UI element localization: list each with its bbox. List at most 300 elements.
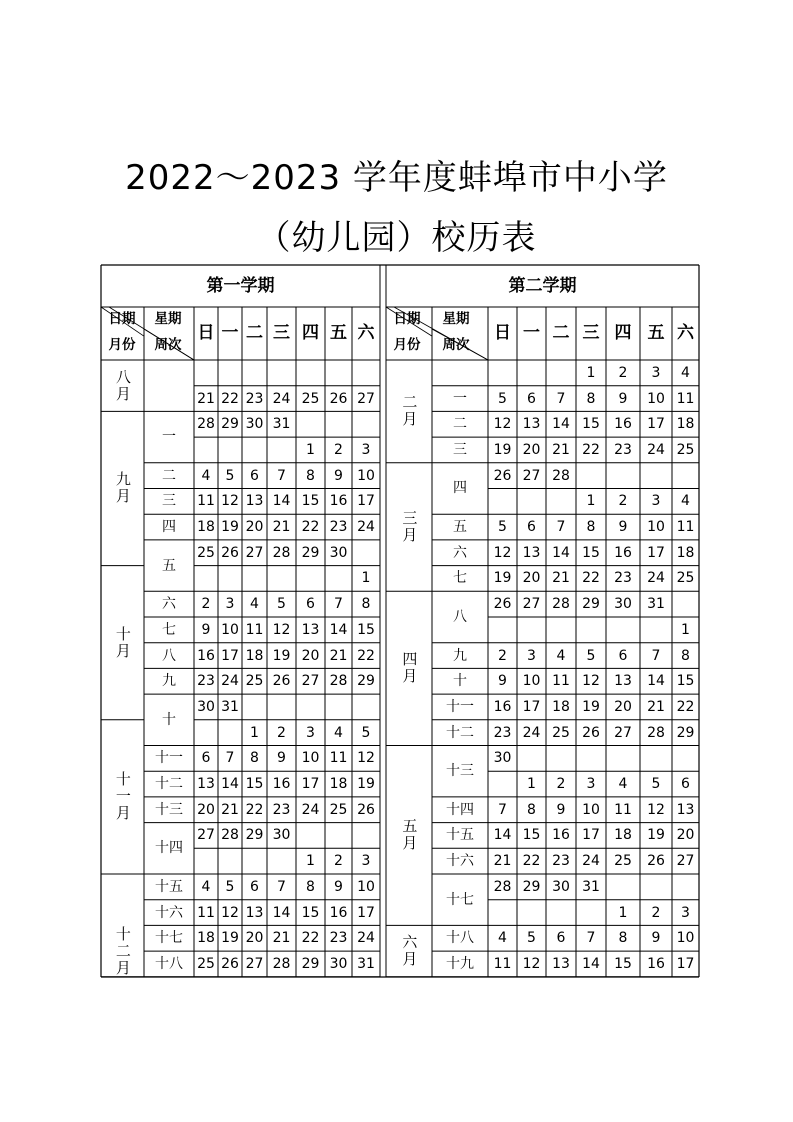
day-number: 14 bbox=[552, 416, 570, 433]
day-number: 13 bbox=[614, 673, 632, 690]
header-label-month: 月份 bbox=[108, 337, 136, 354]
day-number: 25 bbox=[245, 673, 264, 690]
month-label: 六月 bbox=[400, 934, 419, 969]
day-number: 8 bbox=[361, 596, 371, 613]
week-label: 一 bbox=[453, 390, 467, 407]
day-number: 26 bbox=[582, 724, 600, 741]
week-label: 二 bbox=[453, 416, 467, 433]
day-number: 27 bbox=[357, 390, 375, 407]
day-number: 1 bbox=[250, 724, 259, 741]
day-number: 18 bbox=[197, 930, 215, 947]
day-number: 27 bbox=[522, 467, 541, 484]
day-number: 27 bbox=[245, 544, 264, 561]
header-label-week: 周次 bbox=[442, 337, 470, 354]
day-number: 13 bbox=[522, 416, 541, 433]
day-number: 13 bbox=[522, 544, 541, 561]
day-number: 9 bbox=[556, 801, 566, 818]
day-number: 27 bbox=[301, 673, 320, 690]
day-number: 28 bbox=[329, 673, 348, 690]
day-number: 3 bbox=[225, 596, 235, 613]
day-number: 9 bbox=[201, 621, 211, 638]
day-number: 12 bbox=[357, 750, 375, 767]
day-number: 1 bbox=[586, 364, 596, 381]
week-label: 十四 bbox=[446, 801, 474, 818]
day-number: 12 bbox=[272, 621, 291, 638]
day-number: 2 bbox=[277, 724, 286, 741]
weekday-header: 一 bbox=[221, 323, 239, 343]
day-number: 22 bbox=[522, 853, 541, 870]
day-number: 9 bbox=[498, 673, 507, 690]
week-label: 七 bbox=[453, 570, 467, 587]
day-number: 22 bbox=[676, 698, 695, 715]
day-number: 19 bbox=[272, 647, 291, 664]
weekday-header: 四 bbox=[614, 323, 632, 343]
day-number: 23 bbox=[329, 519, 348, 536]
day-number: 9 bbox=[618, 519, 628, 536]
weekday-header: 三 bbox=[273, 323, 290, 343]
day-number: 25 bbox=[301, 390, 320, 407]
day-number: 1 bbox=[361, 570, 371, 587]
month-label: 五月 bbox=[400, 818, 419, 853]
day-number: 30 bbox=[272, 827, 291, 844]
day-number: 4 bbox=[681, 364, 690, 381]
week-label: 十六 bbox=[155, 904, 183, 921]
day-number: 14 bbox=[552, 544, 570, 561]
week-label: 十二 bbox=[446, 724, 474, 741]
day-number: 23 bbox=[493, 724, 512, 741]
day-number: 6 bbox=[556, 930, 566, 947]
day-number: 31 bbox=[272, 416, 291, 433]
day-number: 13 bbox=[245, 493, 264, 510]
day-number: 7 bbox=[586, 930, 596, 947]
week-label: 一 bbox=[162, 429, 176, 446]
day-number: 10 bbox=[647, 519, 665, 536]
day-number: 19 bbox=[221, 930, 239, 947]
day-number: 24 bbox=[582, 853, 600, 870]
weekday-header: 二 bbox=[552, 323, 570, 343]
day-number: 26 bbox=[647, 853, 665, 870]
week-label: 八 bbox=[162, 647, 176, 664]
day-number: 3 bbox=[681, 904, 690, 921]
day-number: 21 bbox=[221, 801, 239, 818]
day-number: 9 bbox=[277, 750, 286, 767]
header-label-weekday: 星期 bbox=[442, 311, 470, 328]
day-number: 29 bbox=[245, 827, 264, 844]
day-number: 24 bbox=[522, 724, 541, 741]
day-number: 4 bbox=[498, 930, 507, 947]
day-number: 27 bbox=[614, 724, 632, 741]
day-number: 3 bbox=[651, 364, 661, 381]
day-number: 14 bbox=[329, 621, 348, 638]
day-number: 24 bbox=[647, 570, 665, 587]
day-number: 25 bbox=[676, 441, 695, 458]
day-number: 8 bbox=[618, 930, 628, 947]
day-number: 11 bbox=[245, 621, 264, 638]
weekday-header: 五 bbox=[330, 323, 347, 343]
day-number: 8 bbox=[681, 647, 690, 664]
day-number: 22 bbox=[301, 930, 320, 947]
week-label: 十一 bbox=[155, 750, 183, 767]
day-number: 22 bbox=[221, 390, 239, 407]
day-number: 2 bbox=[651, 904, 661, 921]
day-number: 15 bbox=[301, 493, 320, 510]
day-number: 2 bbox=[334, 441, 343, 458]
month-label: 四月 bbox=[400, 651, 419, 686]
week-label: 十五 bbox=[155, 878, 183, 895]
day-number: 22 bbox=[301, 519, 320, 536]
day-number: 5 bbox=[361, 724, 371, 741]
day-number: 23 bbox=[614, 570, 632, 587]
day-number: 27 bbox=[676, 853, 695, 870]
day-number: 7 bbox=[277, 878, 286, 895]
day-number: 3 bbox=[651, 493, 661, 510]
semester-title: 第一学期 bbox=[206, 275, 275, 296]
day-number: 12 bbox=[582, 673, 600, 690]
day-number: 22 bbox=[357, 647, 375, 664]
day-number: 11 bbox=[614, 801, 632, 818]
day-number: 29 bbox=[676, 724, 695, 741]
day-number: 18 bbox=[676, 416, 695, 433]
day-number: 24 bbox=[301, 801, 320, 818]
header-label-month: 月份 bbox=[393, 337, 421, 354]
day-number: 19 bbox=[493, 570, 512, 587]
day-number: 7 bbox=[225, 750, 235, 767]
day-number: 28 bbox=[272, 544, 291, 561]
day-number: 6 bbox=[201, 750, 211, 767]
day-number: 16 bbox=[614, 416, 632, 433]
day-number: 29 bbox=[301, 544, 320, 561]
week-label: 四 bbox=[162, 519, 176, 536]
day-number: 24 bbox=[357, 930, 375, 947]
day-number: 13 bbox=[197, 776, 215, 793]
weekday-header: 三 bbox=[582, 323, 600, 343]
day-number: 4 bbox=[681, 493, 690, 510]
week-label: 十 bbox=[453, 673, 467, 690]
day-number: 17 bbox=[676, 955, 695, 972]
day-number: 9 bbox=[334, 467, 343, 484]
day-number: 4 bbox=[618, 776, 628, 793]
day-number: 19 bbox=[221, 519, 239, 536]
day-number: 7 bbox=[556, 390, 566, 407]
day-number: 17 bbox=[357, 904, 375, 921]
day-number: 13 bbox=[245, 904, 264, 921]
day-number: 23 bbox=[552, 853, 570, 870]
day-number: 14 bbox=[272, 493, 291, 510]
day-number: 8 bbox=[250, 750, 259, 767]
day-number: 14 bbox=[647, 673, 665, 690]
month-label: 八月 bbox=[113, 368, 132, 403]
week-label: 十三 bbox=[155, 801, 183, 818]
day-number: 12 bbox=[647, 801, 665, 818]
month-label: 九月 bbox=[113, 471, 132, 506]
header-label-date: 日期 bbox=[393, 311, 421, 328]
day-number: 10 bbox=[676, 930, 695, 947]
day-number: 13 bbox=[676, 801, 695, 818]
day-number: 4 bbox=[250, 596, 259, 613]
day-number: 2 bbox=[498, 647, 507, 664]
day-number: 31 bbox=[647, 596, 665, 613]
day-number: 16 bbox=[493, 698, 512, 715]
day-number: 3 bbox=[586, 776, 596, 793]
day-number: 12 bbox=[522, 955, 541, 972]
day-number: 9 bbox=[618, 390, 628, 407]
day-number: 16 bbox=[272, 776, 291, 793]
day-number: 1 bbox=[306, 853, 315, 870]
day-number: 27 bbox=[197, 827, 215, 844]
day-number: 10 bbox=[647, 390, 665, 407]
day-number: 26 bbox=[221, 544, 239, 561]
day-number: 30 bbox=[329, 544, 348, 561]
day-number: 21 bbox=[552, 570, 570, 587]
month-label: 十月 bbox=[113, 625, 132, 660]
day-number: 17 bbox=[647, 544, 665, 561]
day-number: 3 bbox=[306, 724, 315, 741]
day-number: 31 bbox=[357, 955, 375, 972]
day-number: 10 bbox=[357, 878, 375, 895]
day-number: 5 bbox=[527, 930, 536, 947]
day-number: 14 bbox=[272, 904, 291, 921]
day-number: 18 bbox=[676, 544, 695, 561]
day-number: 24 bbox=[647, 441, 665, 458]
day-number: 4 bbox=[334, 724, 343, 741]
week-label: 十七 bbox=[446, 891, 474, 908]
day-number: 6 bbox=[681, 776, 690, 793]
day-number: 13 bbox=[301, 621, 320, 638]
day-number: 5 bbox=[651, 776, 661, 793]
day-number: 7 bbox=[277, 467, 286, 484]
week-label: 五 bbox=[162, 557, 176, 574]
day-number: 2 bbox=[334, 853, 343, 870]
day-number: 16 bbox=[197, 647, 215, 664]
day-number: 7 bbox=[334, 596, 343, 613]
day-number: 15 bbox=[614, 955, 632, 972]
day-number: 31 bbox=[221, 698, 239, 715]
day-number: 30 bbox=[197, 698, 215, 715]
day-number: 19 bbox=[647, 827, 665, 844]
day-number: 13 bbox=[552, 955, 570, 972]
month-label: 二月 bbox=[400, 394, 419, 429]
day-number: 19 bbox=[582, 698, 600, 715]
day-number: 9 bbox=[334, 878, 343, 895]
weekday-header: 五 bbox=[647, 323, 665, 343]
weekday-header: 一 bbox=[523, 323, 540, 343]
day-number: 15 bbox=[245, 776, 264, 793]
day-number: 24 bbox=[357, 519, 375, 536]
day-number: 6 bbox=[250, 467, 259, 484]
day-number: 29 bbox=[582, 596, 600, 613]
day-number: 8 bbox=[586, 519, 596, 536]
day-number: 6 bbox=[306, 596, 315, 613]
day-number: 11 bbox=[676, 390, 695, 407]
day-number: 15 bbox=[582, 416, 600, 433]
day-number: 25 bbox=[197, 955, 215, 972]
month-label: 三月 bbox=[400, 510, 419, 545]
day-number: 3 bbox=[361, 441, 371, 458]
calendar-title-line-2: （幼儿园）校历表 bbox=[256, 218, 537, 258]
day-number: 3 bbox=[361, 853, 371, 870]
day-number: 30 bbox=[552, 878, 570, 895]
day-number: 1 bbox=[306, 441, 315, 458]
day-number: 5 bbox=[225, 467, 235, 484]
day-number: 23 bbox=[614, 441, 632, 458]
day-number: 10 bbox=[357, 467, 375, 484]
day-number: 23 bbox=[329, 930, 348, 947]
week-label: 七 bbox=[162, 621, 176, 638]
week-label: 三 bbox=[162, 493, 176, 510]
day-number: 29 bbox=[522, 878, 541, 895]
day-number: 2 bbox=[556, 776, 566, 793]
day-number: 30 bbox=[493, 750, 512, 767]
day-number: 2 bbox=[201, 596, 211, 613]
day-number: 2 bbox=[618, 364, 628, 381]
day-number: 29 bbox=[301, 955, 320, 972]
day-number: 10 bbox=[522, 673, 541, 690]
week-label bbox=[432, 360, 488, 386]
header-label-week: 周次 bbox=[154, 337, 182, 354]
day-number: 26 bbox=[329, 390, 348, 407]
day-number: 2 bbox=[618, 493, 628, 510]
week-label: 十二 bbox=[155, 776, 183, 793]
day-number: 21 bbox=[272, 930, 291, 947]
day-number: 21 bbox=[329, 647, 348, 664]
day-number: 15 bbox=[582, 544, 600, 561]
day-number: 22 bbox=[582, 570, 600, 587]
day-number: 28 bbox=[221, 827, 239, 844]
week-label: 四 bbox=[453, 480, 467, 497]
day-number: 16 bbox=[329, 904, 348, 921]
day-number: 18 bbox=[614, 827, 632, 844]
day-number: 24 bbox=[221, 673, 239, 690]
day-number: 26 bbox=[493, 596, 512, 613]
day-number: 17 bbox=[582, 827, 600, 844]
weekday-header: 二 bbox=[246, 323, 263, 343]
day-number: 22 bbox=[582, 441, 600, 458]
week-label: 十一 bbox=[446, 698, 474, 715]
day-number: 4 bbox=[201, 878, 211, 895]
week-label: 六 bbox=[162, 596, 176, 613]
week-label: 十八 bbox=[155, 955, 183, 972]
day-number: 31 bbox=[582, 878, 600, 895]
day-number: 28 bbox=[552, 467, 570, 484]
day-number: 19 bbox=[493, 441, 512, 458]
day-number: 23 bbox=[197, 673, 215, 690]
header-label-weekday: 星期 bbox=[154, 311, 182, 328]
day-number: 30 bbox=[329, 955, 348, 972]
day-number: 16 bbox=[647, 955, 665, 972]
day-number: 8 bbox=[586, 390, 596, 407]
day-number: 24 bbox=[272, 390, 291, 407]
day-number: 18 bbox=[197, 519, 215, 536]
header-label-date: 日期 bbox=[108, 311, 136, 328]
month-label: 十二月 bbox=[113, 925, 132, 977]
day-number: 12 bbox=[493, 416, 512, 433]
day-number: 15 bbox=[301, 904, 320, 921]
day-number: 11 bbox=[676, 519, 695, 536]
day-number: 1 bbox=[618, 904, 628, 921]
day-number: 23 bbox=[245, 390, 264, 407]
day-number: 26 bbox=[221, 955, 239, 972]
day-number: 14 bbox=[221, 776, 239, 793]
day-number: 29 bbox=[357, 673, 375, 690]
day-number: 10 bbox=[221, 621, 239, 638]
day-number: 28 bbox=[197, 416, 215, 433]
week-label: 十九 bbox=[446, 955, 474, 972]
day-number: 10 bbox=[301, 750, 320, 767]
day-number: 6 bbox=[527, 390, 536, 407]
day-number: 7 bbox=[556, 519, 566, 536]
day-number: 18 bbox=[329, 776, 348, 793]
day-number: 5 bbox=[277, 596, 286, 613]
day-number: 28 bbox=[493, 878, 512, 895]
day-number: 16 bbox=[329, 493, 348, 510]
month-label: 十一月 bbox=[113, 771, 132, 823]
week-label: 九 bbox=[162, 673, 176, 690]
day-number: 25 bbox=[676, 570, 695, 587]
day-number: 28 bbox=[647, 724, 665, 741]
day-number: 17 bbox=[647, 416, 665, 433]
calendar-title-line-1: 2022～2023 学年度蚌埠市中小学 bbox=[125, 158, 668, 198]
day-number: 19 bbox=[357, 776, 375, 793]
day-number: 21 bbox=[552, 441, 570, 458]
day-number: 15 bbox=[357, 621, 375, 638]
week-label: 十三 bbox=[446, 763, 474, 780]
week-label: 十五 bbox=[446, 827, 474, 844]
day-number: 10 bbox=[582, 801, 600, 818]
day-number: 20 bbox=[522, 441, 541, 458]
day-number: 11 bbox=[552, 673, 570, 690]
day-number: 25 bbox=[552, 724, 570, 741]
week-label: 二 bbox=[162, 467, 176, 484]
week-label: 十八 bbox=[446, 930, 474, 947]
day-number: 29 bbox=[221, 416, 239, 433]
day-number: 17 bbox=[221, 647, 239, 664]
weekday-header: 日 bbox=[494, 323, 511, 343]
day-number: 9 bbox=[651, 930, 661, 947]
day-number: 26 bbox=[357, 801, 375, 818]
week-label: 六 bbox=[453, 544, 467, 561]
day-number: 30 bbox=[245, 416, 264, 433]
day-number: 5 bbox=[225, 878, 235, 895]
day-number: 3 bbox=[527, 647, 536, 664]
school-calendar-table bbox=[101, 265, 699, 977]
week-label: 十七 bbox=[155, 930, 183, 947]
day-number: 6 bbox=[250, 878, 259, 895]
day-number: 5 bbox=[586, 647, 596, 664]
day-number: 16 bbox=[552, 827, 570, 844]
day-number: 17 bbox=[357, 493, 375, 510]
day-number: 4 bbox=[201, 467, 211, 484]
day-number: 21 bbox=[493, 853, 512, 870]
day-number: 20 bbox=[245, 519, 264, 536]
day-number: 6 bbox=[618, 647, 628, 664]
day-number: 18 bbox=[245, 647, 264, 664]
day-number: 5 bbox=[498, 390, 507, 407]
weekday-header: 六 bbox=[677, 323, 694, 343]
day-number: 25 bbox=[329, 801, 348, 818]
weekday-header: 六 bbox=[357, 323, 375, 343]
day-number: 23 bbox=[272, 801, 291, 818]
day-number: 14 bbox=[493, 827, 512, 844]
day-number: 20 bbox=[614, 698, 632, 715]
day-number: 12 bbox=[493, 544, 512, 561]
day-number: 20 bbox=[676, 827, 695, 844]
day-number: 26 bbox=[272, 673, 291, 690]
weekday-header: 四 bbox=[302, 323, 319, 343]
day-number: 17 bbox=[522, 698, 541, 715]
week-label: 八 bbox=[453, 608, 467, 625]
day-number: 1 bbox=[681, 621, 690, 638]
week-label: 十六 bbox=[446, 853, 474, 870]
